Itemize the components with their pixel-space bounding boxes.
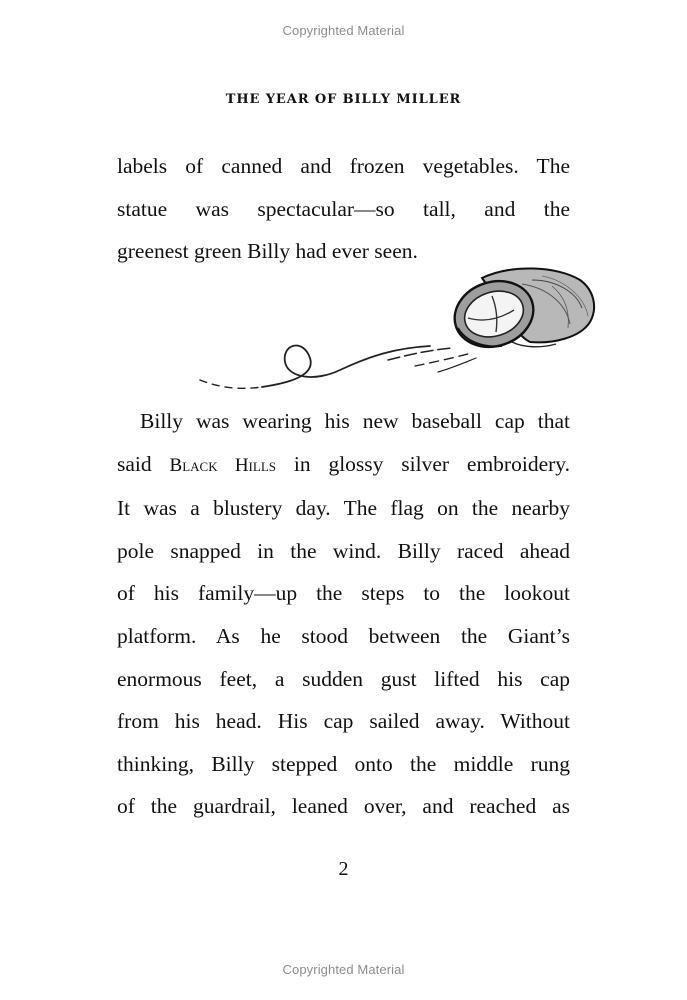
text-line: statue was spectacular—so tall, and the — [117, 196, 570, 221]
cap-embroidery-text: Black Hills — [169, 454, 276, 476]
text-line: of his family—up the steps to the lookout — [117, 581, 570, 606]
text-fragment: said — [117, 451, 152, 476]
text-line: Billy was wearing his new baseball cap that — [140, 409, 570, 433]
text-line: platform. As he stood between the Giant’s — [117, 623, 570, 648]
text-line: of the guardrail, leaned over, and reached as — [117, 794, 570, 819]
text-line: labels of canned and frozen vegetables. The — [117, 154, 570, 178]
text-line — [117, 443, 570, 488]
paragraph — [117, 400, 570, 828]
text-line: It was a blustery day. The flag on the nearby — [117, 496, 570, 521]
text-line: pole snapped in the wind. Billy raced ahead — [117, 538, 570, 563]
copyright-watermark-top: Copyrighted Material — [282, 23, 405, 38]
paragraph-continued — [117, 145, 570, 273]
copyright-watermark-bottom: Copyrighted Material — [282, 962, 405, 977]
flying-baseball-cap-icon — [190, 262, 600, 397]
page-number: 2 — [338, 858, 349, 880]
text-fragment: in glossy silver embroidery. — [293, 451, 570, 476]
text-line: from his head. His cap sailed away. Without — [117, 709, 570, 734]
text-line: enormous feet, a sudden gust lifted his cap — [117, 666, 570, 691]
running-head: THE YEAR OF BILLY MILLER — [225, 92, 462, 107]
text-line: thinking, Billy stepped onto the middle rung — [117, 751, 570, 776]
text-line: greenest green Billy had ever seen. — [117, 239, 418, 264]
